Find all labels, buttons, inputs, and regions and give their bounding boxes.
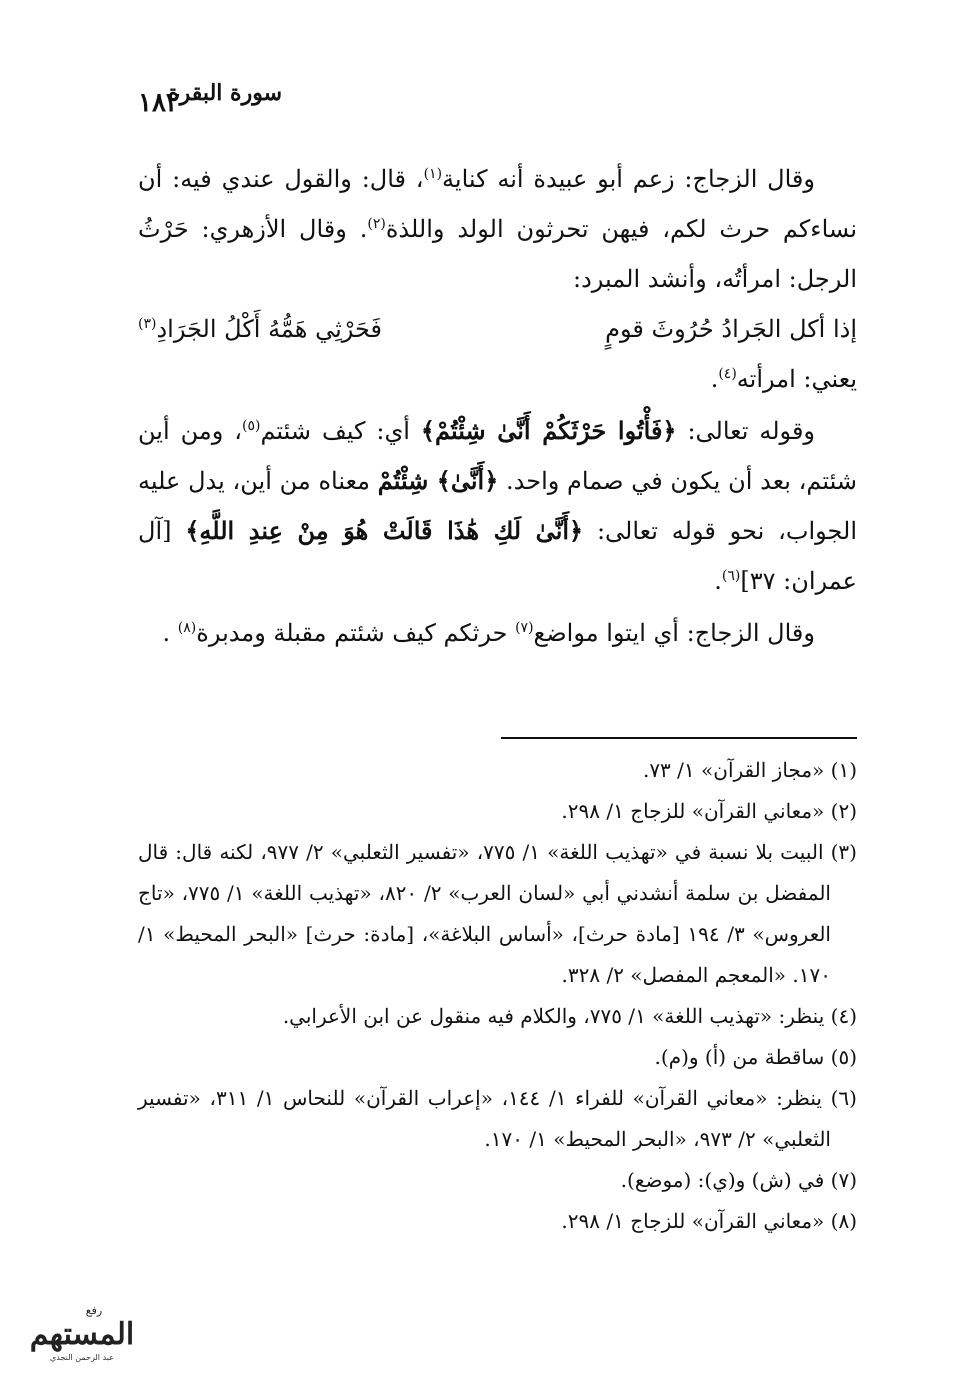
- footnote-ref-3[interactable]: (٣): [138, 316, 157, 332]
- footnote-7: (٧) في (ش) و(ي): (موضع).: [620, 1168, 857, 1192]
- page-number: ١٨٢: [138, 88, 180, 118]
- footnote-separator: [501, 737, 857, 739]
- main-text: [138, 154, 857, 658]
- text-run: [آل عمران: ٣٧]: [138, 517, 857, 595]
- paragraph-zajjaj-2: [138, 608, 857, 658]
- footnote-ref-5[interactable]: (٥): [241, 418, 261, 434]
- footnote-2: (٢) «معاني القرآن» للزجاج ١/ ٢٩٨.: [561, 799, 857, 823]
- quran-quote-1: ﴿فَأْتُوا حَرْثَكُمْ أَنَّىٰ شِئْتُمْ﴾: [420, 416, 677, 445]
- footnote-4: (٤) ينظر: «تهذيب اللغة» ١/ ٧٧٥، والكلام فيه منقول عن ابن الأعرابي.: [282, 1004, 857, 1028]
- text-run: .: [710, 365, 719, 393]
- footnote-ref-4[interactable]: (٤): [718, 366, 737, 382]
- quran-quote-3: ﴿أَنَّىٰ لَكِ هَٰذَا قَالَتْ هُوَ مِنْ عِندِ اللَّهِ﴾: [185, 516, 584, 545]
- text-run: .: [162, 619, 178, 647]
- text-run: أي: كيف شئتم: [260, 417, 421, 445]
- text-run: وقال الزجاج: أي ايتوا مواضع: [533, 619, 815, 647]
- watermark-top-word: رفع: [85, 1304, 103, 1317]
- footnote-ref-7[interactable]: (٧): [515, 620, 534, 636]
- running-header-title: سورة البقرة: [168, 80, 282, 106]
- footnotes: [138, 750, 857, 1242]
- paragraph-meaning: [138, 354, 857, 404]
- text-run: وقال الزجاج: زعم أبو عبيدة أنه كناية: [442, 165, 815, 193]
- footnote-ref-8[interactable]: (٨): [177, 620, 197, 636]
- footnote-ref-6[interactable]: (٦): [721, 568, 741, 584]
- verse-hemistich-2: فَحَرْثِي هَمُّهُ أَكْلُ الجَرَادِ: [156, 315, 382, 343]
- footnote-6: (٦) ينظر: «معاني القرآن» للفراء ١/ ١٤٤، «إعراب القرآن» للنحاس ١/ ٣١١، «تفسير الثعلبي» ٢/ ٩٧٣، «البحر المحيط» ١/ ١٧٠.: [138, 1086, 857, 1151]
- footnote-1: (١) «مجاز القرآن» ١/ ٧٣.: [642, 758, 857, 782]
- watermark-name: المستهم: [29, 1317, 135, 1352]
- text-run: حرثكم كيف شئتم مقبلة ومدبرة: [196, 619, 516, 647]
- footnote-3: (٣) البيت بلا نسبة في «تهذيب اللغة» ١/ ٧٧٥، «تفسير الثعلبي» ٢/ ٩٧٧، لكنه قال: قال المفضل بن سلمة أنشدني أبي «لسان العرب» ٢/ ٨٢٠، «تهذيب اللغة» ١/ ٧٧٥، «تاج العروس» ٣/ ١٩٤ [مادة حرث]، «أساس البلاغة»، [مادة: حرث] «البحر المحيط» ١/ ١٧٠. «المعجم المفصل» ٢/ ٣٢٨.: [138, 840, 857, 987]
- quran-quote-2: ﴿أَنَّىٰ﴾ شِئْتُمْ: [377, 466, 499, 495]
- poetry-verse: [138, 304, 857, 354]
- footnote-ref-1[interactable]: (١): [423, 166, 443, 182]
- watermark-logo: [16, 1298, 146, 1366]
- verse-hemistich-1: إذا أكل الجَرادُ حُرُوثَ قومٍ: [605, 315, 857, 343]
- footnote-ref-2[interactable]: (٢): [367, 216, 386, 232]
- text-run: . وقال الأزهري: حَرْثُ الرجل: امرأتُه، وأنشد المبرد:: [138, 215, 857, 293]
- verse-hemistich-2-wrap: [138, 304, 382, 354]
- watermark-subline: عبد الرحمن النجدي: [50, 1353, 114, 1362]
- text-run: يعني: امرأته: [736, 365, 857, 393]
- text-run: .: [714, 567, 722, 595]
- text-run: ، قال: والقول عندي فيه: أن نساءكم حرث لكم، فيهن تحرثون الولد واللذة: [138, 165, 857, 243]
- text-run: معناه من أين، يدل عليه الجواب، نحو قوله تعالى:: [138, 467, 857, 545]
- paragraph-quran-verse: [138, 406, 857, 606]
- footnote-8: (٨) «معاني القرآن» للزجاج ١/ ٢٩٨.: [561, 1209, 857, 1233]
- paragraph-zajjaj-1: [138, 154, 857, 304]
- text-run: وقوله تعالى:: [676, 417, 816, 445]
- footnote-5: (٥) ساقطة من (أ) و(م).: [654, 1045, 857, 1069]
- text-run: ، ومن أين شئتم، بعد أن يكون في صمام واحد.: [138, 417, 857, 495]
